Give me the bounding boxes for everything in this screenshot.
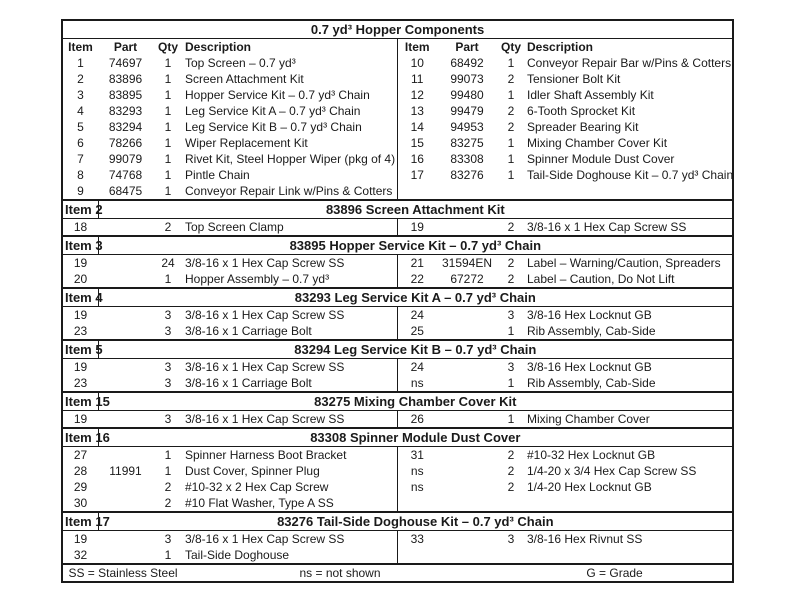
qty-cell: 1 [164, 56, 172, 70]
part-cell [437, 183, 497, 200]
part-cell: 31594EN [441, 256, 493, 270]
part-cell [437, 411, 497, 429]
item-cell: 13 [397, 103, 437, 119]
description-cell: Rib Assembly, Cab-Side [527, 376, 656, 390]
qty-cell: 1 [164, 184, 172, 198]
part-cell: 83275 [450, 136, 484, 150]
item-cell: ns [397, 463, 437, 479]
description-cell: Tail-Side Doghouse [185, 548, 290, 562]
qty-cell [497, 183, 525, 200]
part-cell: 78266 [108, 136, 143, 150]
part-cell [98, 219, 153, 237]
item-cell: 2 [77, 72, 84, 86]
section-title: 83275 Mixing Chamber Cover Kit [98, 392, 732, 411]
section-item-label: Item 4 [65, 289, 103, 305]
table-title: 0.7 yd³ Hopper Components [63, 21, 732, 39]
part-cell [98, 479, 153, 495]
part-cell: 99479 [450, 104, 484, 118]
qty-cell: 3 [507, 308, 515, 322]
description-cell: Idler Shaft Assembly Kit [527, 88, 654, 102]
qty-cell: 3 [164, 360, 172, 374]
part-cell [437, 495, 497, 512]
description-cell: Top Screen – 0.7 yd³ [185, 56, 296, 70]
qty-cell: 3 [164, 532, 172, 546]
description-cell: Leg Service Kit A – 0.7 yd³ Chain [185, 104, 361, 118]
section-item-label: Item 2 [65, 201, 103, 217]
section-title: 83308 Spinner Module Dust Cover [98, 428, 732, 447]
item-cell: 20 [73, 272, 88, 286]
item-cell: 4 [77, 104, 84, 118]
section-title: 83895 Hopper Service Kit – 0.7 yd³ Chain [98, 236, 732, 255]
item-cell: 9 [77, 184, 84, 198]
qty-cell: 2 [507, 448, 515, 462]
description-cell: Wiper Replacement Kit [185, 136, 308, 150]
qty-cell: 2 [507, 220, 515, 234]
description-cell: 3/8-16 x 1 Hex Cap Screw SS [527, 220, 687, 234]
item-cell: 32 [73, 548, 88, 562]
footer-row [63, 564, 732, 581]
item-cell: 30 [73, 496, 88, 510]
part-cell: 68475 [108, 184, 143, 198]
description-cell [525, 495, 732, 512]
part-cell [437, 531, 497, 548]
part-cell [98, 359, 153, 376]
item-cell: 33 [397, 531, 437, 548]
header-qty: Qty [157, 40, 178, 54]
qty-cell: 1 [507, 152, 515, 166]
table-row [63, 167, 732, 183]
description-cell: Conveyor Repair Link w/Pins & Cotters [185, 184, 393, 198]
qty-cell [497, 495, 525, 512]
description-cell: 1/4-20 x 3/4 Hex Cap Screw SS [527, 464, 697, 478]
header-description: Description [185, 40, 252, 54]
item-cell [397, 183, 437, 200]
table-row [63, 71, 732, 87]
table-row [63, 479, 732, 495]
item-cell: 24 [397, 359, 437, 376]
part-cell [98, 411, 153, 429]
qty-cell: 1 [164, 136, 172, 150]
part-cell: 11991 [109, 464, 142, 478]
description-cell: Tensioner Bolt Kit [527, 72, 621, 86]
part-cell: 83276 [450, 168, 484, 182]
qty-cell: 1 [507, 376, 515, 390]
part-cell: 83895 [108, 88, 143, 102]
description-cell: Label – Caution, Do Not Lift [527, 272, 675, 286]
description-cell: Spinner Module Dust Cover [527, 152, 675, 166]
description-cell: #10-32 Hex Locknut GB [527, 448, 656, 462]
item-cell: 11 [397, 71, 437, 87]
part-cell [437, 479, 497, 495]
section-header-row [63, 236, 732, 255]
header-part: Part [113, 40, 138, 54]
section-item-label: Item 15 [65, 393, 110, 409]
item-cell: 18 [73, 220, 88, 234]
description-cell: 3/8-16 x 1 Carriage Bolt [185, 376, 312, 390]
description-cell: Spreader Bearing Kit [527, 120, 639, 134]
item-cell: ns [397, 479, 437, 495]
qty-cell: 1 [507, 56, 515, 70]
part-cell [98, 307, 153, 324]
table-row [63, 55, 732, 71]
description-cell: #10 Flat Washer, Type A SS [185, 496, 334, 510]
table-row [63, 531, 732, 548]
table-row [63, 375, 732, 392]
item-cell: 21 [397, 255, 437, 272]
item-cell [397, 547, 437, 564]
item-cell: 27 [73, 448, 88, 462]
qty-cell: 3 [507, 360, 515, 374]
table-row [63, 307, 732, 324]
section-item-label: Item 16 [65, 429, 110, 445]
section-header-row [63, 392, 732, 411]
header-row [63, 39, 732, 56]
table-row [63, 219, 732, 237]
qty-cell: 2 [164, 220, 172, 234]
description-cell: 3/8-16 Hex Locknut GB [527, 308, 652, 322]
section-title: 83896 Screen Attachment Kit [98, 200, 732, 219]
qty-cell: 1 [164, 88, 172, 102]
item-cell: 17 [397, 167, 437, 183]
description-cell [525, 547, 732, 564]
item-cell: 19 [73, 256, 88, 270]
qty-cell [497, 547, 525, 564]
item-cell: 23 [73, 376, 88, 390]
description-cell: Spinner Harness Boot Bracket [185, 448, 347, 462]
header-item: Item [68, 40, 93, 54]
qty-cell: 1 [507, 324, 515, 338]
item-cell: 23 [73, 324, 88, 338]
table-row [63, 411, 732, 429]
item-cell: 25 [397, 323, 437, 340]
item-cell: 19 [73, 308, 88, 322]
description-cell: Screen Attachment Kit [185, 72, 304, 86]
footer-ss-legend: SS = Stainless Steel [63, 564, 183, 581]
description-cell: 3/8-16 x 1 Hex Cap Screw SS [185, 360, 345, 374]
description-cell: Tail-Side Doghouse Kit – 0.7 yd³ Chain [527, 168, 734, 182]
description-cell: Label – Warning/Caution, Spreaders [527, 256, 721, 270]
section-item-label: Item 5 [65, 341, 103, 357]
description-cell: Hopper Assembly – 0.7 yd³ [185, 272, 330, 286]
part-cell [437, 307, 497, 324]
header-description: Description [527, 40, 594, 54]
section-title: 83294 Leg Service Kit B – 0.7 yd³ Chain [98, 340, 732, 359]
description-cell: 3/8-16 x 1 Hex Cap Screw SS [185, 308, 345, 322]
item-cell: 19 [73, 360, 88, 374]
item-cell: 3 [77, 88, 84, 102]
footer-g-legend: G = Grade [497, 564, 732, 581]
description-cell: Rivet Kit, Steel Hopper Wiper (pkg of 4) [185, 152, 396, 166]
item-cell: 24 [397, 307, 437, 324]
part-cell: 74697 [108, 56, 143, 70]
item-cell: 6 [77, 136, 84, 150]
part-cell [437, 375, 497, 392]
description-cell: Dust Cover, Spinner Plug [185, 464, 320, 478]
description-cell: Mixing Chamber Cover Kit [527, 136, 668, 150]
description-cell: Top Screen Clamp [185, 220, 284, 234]
qty-cell: 1 [164, 448, 172, 462]
qty-cell: 3 [164, 412, 172, 426]
part-cell [437, 323, 497, 340]
qty-cell: 1 [164, 272, 172, 286]
qty-cell: 3 [164, 308, 172, 322]
description-cell: Conveyor Repair Bar w/Pins & Cotters [527, 56, 732, 70]
description-cell: #10-32 x 2 Hex Cap Screw [185, 480, 329, 494]
item-cell: 26 [397, 411, 437, 429]
qty-cell: 24 [161, 256, 175, 270]
table-row [63, 447, 732, 464]
part-cell: 83294 [108, 120, 143, 134]
part-cell: 83896 [108, 72, 143, 86]
qty-cell: 1 [164, 72, 172, 86]
qty-cell: 1 [507, 136, 515, 150]
section-header-row [63, 288, 732, 307]
part-cell [437, 359, 497, 376]
qty-cell: 1 [507, 168, 515, 182]
section-title: 83276 Tail-Side Doghouse Kit – 0.7 yd³ Chain [98, 512, 732, 531]
part-cell [98, 495, 153, 512]
parts-document [61, 19, 734, 583]
part-cell [98, 271, 153, 288]
part-cell: 83293 [108, 104, 143, 118]
part-cell [98, 531, 153, 548]
qty-cell: 2 [507, 272, 515, 286]
table-title-row [63, 21, 732, 39]
description-cell: Pintle Chain [185, 168, 250, 182]
header-part: Part [455, 40, 479, 54]
description-cell: 3/8-16 x 1 Hex Cap Screw SS [185, 256, 345, 270]
item-cell: 15 [397, 135, 437, 151]
qty-cell: 2 [507, 464, 515, 478]
part-cell: 68492 [450, 56, 484, 70]
qty-cell: 2 [507, 480, 515, 494]
section-header-row [63, 340, 732, 359]
description-cell: 3/8-16 x 1 Hex Cap Screw SS [185, 532, 345, 546]
section-header-row [63, 512, 732, 531]
table-row [63, 135, 732, 151]
qty-cell: 2 [507, 256, 515, 270]
item-cell: 8 [77, 168, 84, 182]
item-cell: 16 [397, 151, 437, 167]
part-cell [437, 219, 497, 237]
part-cell [98, 255, 153, 272]
part-cell [98, 323, 153, 340]
qty-cell: 1 [164, 120, 172, 134]
section-title: 83293 Leg Service Kit A – 0.7 yd³ Chain [98, 288, 732, 307]
table-row [63, 547, 732, 564]
table-row [63, 103, 732, 119]
part-cell: 99073 [450, 72, 484, 86]
footer-ns-legend: ns = not shown [183, 564, 497, 581]
item-cell: 5 [77, 120, 84, 134]
part-cell: 94953 [450, 120, 484, 134]
table-row [63, 151, 732, 167]
description-cell: Leg Service Kit B – 0.7 yd³ Chain [185, 120, 362, 134]
qty-cell: 2 [164, 480, 172, 494]
part-cell: 99079 [108, 152, 143, 166]
table-row [63, 495, 732, 512]
qty-cell: 1 [164, 168, 172, 182]
item-cell: 14 [397, 119, 437, 135]
item-cell: 19 [73, 532, 88, 546]
item-cell: 10 [397, 55, 437, 71]
section-item-label: Item 17 [65, 513, 110, 529]
item-cell: 7 [77, 152, 84, 166]
part-cell [437, 463, 497, 479]
item-cell: 1 [77, 56, 84, 70]
description-cell: Hopper Service Kit – 0.7 yd³ Chain [185, 88, 370, 102]
item-cell: 19 [397, 219, 437, 237]
item-cell: 29 [73, 480, 88, 494]
table-row [63, 87, 732, 103]
item-cell [397, 495, 437, 512]
table-row [63, 271, 732, 288]
qty-cell: 1 [507, 412, 515, 426]
table-row [63, 463, 732, 479]
part-cell [437, 447, 497, 464]
qty-cell: 3 [164, 324, 172, 338]
part-cell: 74768 [108, 168, 143, 182]
part-cell: 99480 [450, 88, 484, 102]
table-row [63, 359, 732, 376]
table-row [63, 183, 732, 200]
header-qty: Qty [500, 40, 521, 54]
qty-cell: 3 [164, 376, 172, 390]
qty-cell: 2 [507, 104, 515, 118]
part-cell: 83308 [450, 152, 484, 166]
part-cell [98, 547, 153, 564]
item-cell: 12 [397, 87, 437, 103]
description-cell: 3/8-16 x 1 Hex Cap Screw SS [185, 412, 345, 426]
description-cell: 1/4-20 Hex Locknut GB [527, 480, 652, 494]
part-cell: 67272 [450, 272, 484, 286]
description-cell: 3/8-16 Hex Locknut GB [527, 360, 652, 374]
table-row [63, 119, 732, 135]
description-cell: Mixing Chamber Cover [527, 412, 650, 426]
part-cell [437, 547, 497, 564]
section-header-row [63, 428, 732, 447]
description-cell [525, 183, 732, 200]
qty-cell: 1 [164, 104, 172, 118]
parts-table [63, 21, 732, 581]
qty-cell: 1 [507, 88, 515, 102]
item-cell: 19 [73, 412, 88, 426]
part-cell [98, 375, 153, 392]
table-row [63, 323, 732, 340]
item-cell: ns [397, 375, 437, 392]
description-cell: 3/8-16 x 1 Carriage Bolt [185, 324, 312, 338]
qty-cell: 2 [507, 120, 515, 134]
item-cell: 31 [397, 447, 437, 464]
part-cell [98, 447, 153, 464]
qty-cell: 3 [507, 532, 515, 546]
section-header-row [63, 200, 732, 219]
table-row [63, 255, 732, 272]
item-cell: 22 [397, 271, 437, 288]
qty-cell: 2 [507, 72, 515, 86]
description-cell: 6-Tooth Sprocket Kit [527, 104, 636, 118]
qty-cell: 2 [164, 496, 172, 510]
qty-cell: 1 [164, 152, 172, 166]
description-cell: 3/8-16 Hex Rivnut SS [527, 532, 643, 546]
header-item: Item [397, 39, 437, 56]
qty-cell: 1 [164, 548, 172, 562]
qty-cell: 1 [164, 464, 172, 478]
item-cell: 28 [73, 464, 88, 478]
description-cell: Rib Assembly, Cab-Side [527, 324, 656, 338]
section-item-label: Item 3 [65, 237, 103, 253]
